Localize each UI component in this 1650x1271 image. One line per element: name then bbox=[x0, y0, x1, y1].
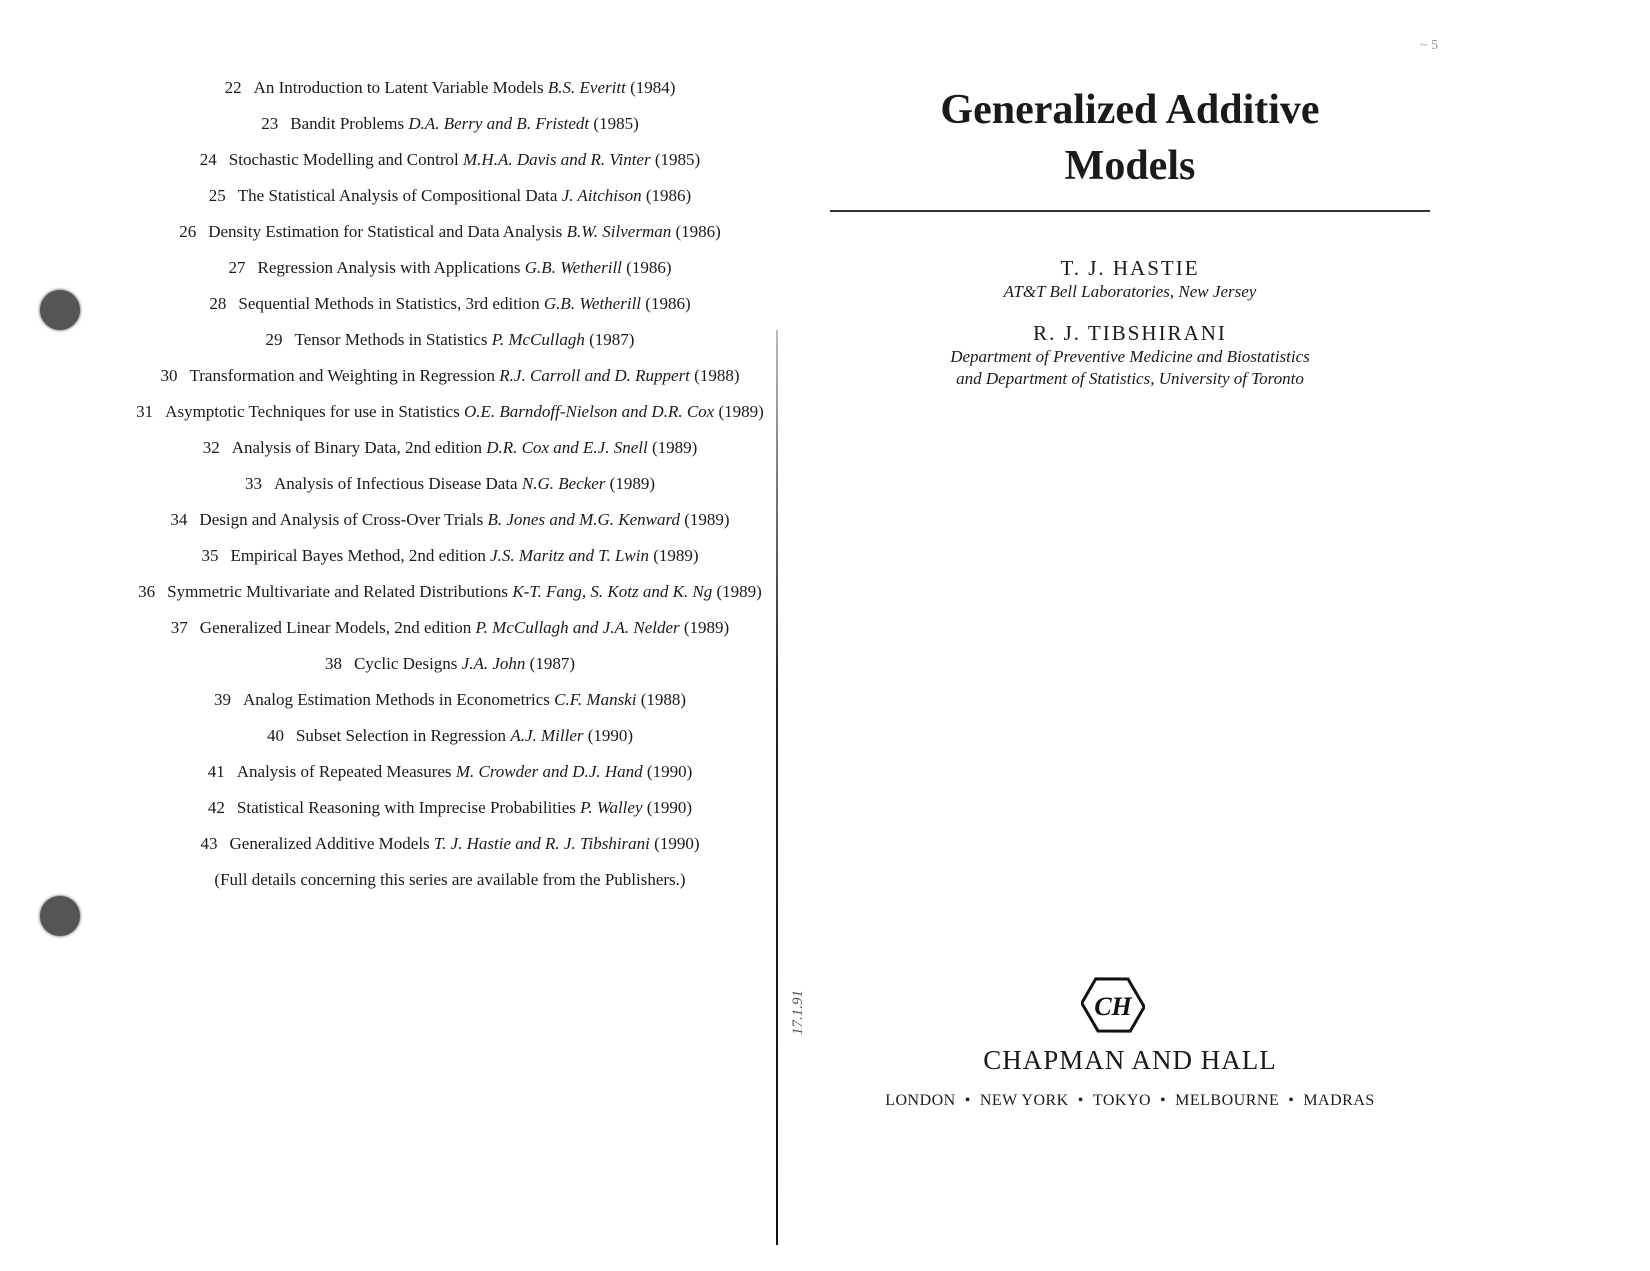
series-number: 26 bbox=[179, 222, 197, 241]
series-year: (1986) bbox=[621, 258, 672, 277]
title-rule bbox=[830, 210, 1430, 212]
series-authors: N.G. Becker bbox=[521, 474, 606, 493]
series-title: Statistical Reasoning with Imprecise Probabilities bbox=[236, 798, 581, 817]
title-page bbox=[830, 80, 1430, 390]
publisher-cities bbox=[830, 1092, 1430, 1110]
series-authors: M.H.A. Davis and R. Vinter bbox=[463, 150, 651, 169]
series-title: Sequential Methods in Statistics, 3rd edition bbox=[238, 294, 544, 313]
series-number: 32 bbox=[202, 438, 220, 457]
series-number: 43 bbox=[200, 834, 218, 853]
handwritten-margin-note: 17.1.91 bbox=[790, 990, 806, 1035]
series-entry bbox=[130, 762, 770, 782]
city-separator: • bbox=[964, 1092, 971, 1109]
series-title: Empirical Bayes Method, 2nd edition bbox=[230, 546, 491, 565]
series-year: (1989) bbox=[605, 474, 655, 493]
series-title: Analog Estimation Methods in Econometrics bbox=[242, 690, 555, 709]
series-authors: R.J. Carroll and D. Ruppert bbox=[499, 366, 690, 385]
series-authors: B. Jones and M.G. Kenward bbox=[487, 510, 680, 529]
series-title: Analysis of Infectious Disease Data bbox=[274, 474, 522, 493]
series-authors: B.W. Silverman bbox=[566, 222, 672, 241]
series-year: (1990) bbox=[583, 726, 634, 745]
series-title: Analysis of Binary Data, 2nd edition bbox=[231, 438, 487, 457]
page-gutter bbox=[776, 330, 778, 1245]
series-title: Transformation and Weighting in Regression bbox=[189, 366, 500, 385]
series-authors: J. Aitchison bbox=[561, 186, 642, 205]
publisher-name: CHAPMAN AND HALL bbox=[983, 1045, 1277, 1075]
series-number: 35 bbox=[201, 546, 219, 565]
series-entry bbox=[130, 258, 770, 278]
series-entry bbox=[130, 294, 770, 314]
series-number: 22 bbox=[224, 78, 242, 97]
series-number: 23 bbox=[261, 114, 279, 133]
series-title: Symmetric Multivariate and Related Distributions bbox=[167, 582, 513, 601]
series-authors: C.F. Manski bbox=[554, 690, 637, 709]
series-number: 36 bbox=[138, 582, 156, 601]
city-name: TOKYO bbox=[1092, 1092, 1152, 1109]
series-entry bbox=[130, 690, 770, 710]
series-number: 27 bbox=[228, 258, 246, 277]
series-title: Density Estimation for Statistical and Data Analysis bbox=[208, 222, 567, 241]
corner-pencil-mark: ~ 5 bbox=[1420, 38, 1439, 53]
series-entry bbox=[130, 654, 770, 674]
series-number: 33 bbox=[245, 474, 262, 493]
city-name: MADRAS bbox=[1303, 1092, 1375, 1109]
series-year: (1989) bbox=[679, 618, 730, 637]
punch-hole-bottom bbox=[40, 896, 80, 936]
series-year: (1989) bbox=[648, 546, 699, 565]
series-entry bbox=[130, 546, 770, 566]
city-separator: • bbox=[1160, 1092, 1167, 1109]
series-year: (1990) bbox=[649, 834, 700, 853]
series-authors: P. McCullagh and J.A. Nelder bbox=[475, 618, 680, 637]
series-year: (1986) bbox=[671, 222, 721, 241]
series-number: 31 bbox=[136, 402, 154, 421]
series-title: Tensor Methods in Statistics bbox=[294, 330, 492, 349]
series-entry bbox=[130, 222, 770, 242]
series-title: Design and Analysis of Cross-Over Trials bbox=[199, 510, 488, 529]
series-year: (1986) bbox=[641, 294, 691, 313]
series-year: (1990) bbox=[642, 762, 693, 781]
book-title-line2: Models bbox=[1064, 143, 1196, 189]
series-number: 40 bbox=[266, 726, 284, 745]
series-year: (1988) bbox=[636, 690, 687, 709]
series-year: (1989) bbox=[679, 510, 730, 529]
series-entry bbox=[130, 726, 770, 746]
series-year: (1985) bbox=[589, 114, 639, 133]
chapman-hall-logo-icon bbox=[1081, 973, 1145, 1037]
series-entry bbox=[130, 330, 770, 350]
series-entry bbox=[130, 618, 770, 638]
series-title: An Introduction to Latent Variable Models bbox=[253, 78, 548, 97]
series-authors: G.B. Wetherill bbox=[524, 258, 622, 277]
city-separator: • bbox=[1077, 1092, 1084, 1109]
series-number: 29 bbox=[265, 330, 283, 349]
series-entry bbox=[130, 582, 770, 602]
series-number: 25 bbox=[208, 186, 226, 205]
svg-text:CH: CH bbox=[1094, 992, 1132, 1021]
series-footnote: (Full details concerning this series are available from the Publishers.) bbox=[214, 870, 686, 889]
series-entry bbox=[130, 114, 770, 134]
series-title: Subset Selection in Regression bbox=[295, 726, 511, 745]
series-entry bbox=[130, 402, 770, 422]
series-authors: A.J. Miller bbox=[510, 726, 584, 745]
series-authors: D.R. Cox and E.J. Snell bbox=[486, 438, 648, 457]
series-list-page bbox=[130, 78, 770, 890]
series-title: Analysis of Repeated Measures bbox=[236, 762, 456, 781]
series-entry bbox=[130, 366, 770, 386]
series-entry bbox=[130, 474, 770, 494]
series-number: 42 bbox=[207, 798, 225, 817]
city-name: LONDON bbox=[885, 1092, 956, 1109]
series-year: (1985) bbox=[650, 150, 701, 169]
series-title: Cyclic Designs bbox=[354, 654, 462, 673]
series-year: (1987) bbox=[584, 330, 635, 349]
series-title: Generalized Additive Models bbox=[229, 834, 434, 853]
series-authors: G.B. Wetherill bbox=[543, 294, 642, 313]
series-year: (1987) bbox=[525, 654, 575, 673]
author-hastie: T. J. HASTIE bbox=[1060, 256, 1200, 280]
series-year: (1984) bbox=[625, 78, 676, 97]
series-list bbox=[130, 78, 770, 854]
series-authors: T. J. Hastie and R. J. Tibshirani bbox=[433, 834, 650, 853]
series-entry bbox=[130, 438, 770, 458]
series-year: (1989) bbox=[714, 402, 764, 421]
city-separator: • bbox=[1288, 1092, 1295, 1109]
series-title: Regression Analysis with Applications bbox=[257, 258, 525, 277]
series-year: (1989) bbox=[712, 582, 762, 601]
series-entry bbox=[130, 78, 770, 98]
series-year: (1988) bbox=[689, 366, 740, 385]
series-number: 34 bbox=[170, 510, 188, 529]
series-year: (1989) bbox=[647, 438, 698, 457]
series-number: 30 bbox=[160, 366, 178, 385]
series-title: The Statistical Analysis of Compositional Data bbox=[237, 186, 562, 205]
series-entry bbox=[130, 798, 770, 818]
series-authors: P. Walley bbox=[580, 798, 643, 817]
affiliation-hastie: AT&T Bell Laboratories, New Jersey bbox=[1003, 282, 1257, 301]
book-title-line1: Generalized Additive bbox=[940, 87, 1320, 133]
series-number: 28 bbox=[209, 294, 227, 313]
city-name: MELBOURNE bbox=[1175, 1092, 1280, 1109]
series-authors: K-T. Fang, S. Kotz and K. Ng bbox=[512, 582, 713, 601]
series-entry bbox=[130, 510, 770, 530]
series-title: Generalized Linear Models, 2nd edition bbox=[199, 618, 476, 637]
series-number: 41 bbox=[207, 762, 225, 781]
series-authors: D.A. Berry and B. Fristedt bbox=[408, 114, 590, 133]
series-authors: J.S. Maritz and T. Lwin bbox=[490, 546, 649, 565]
city-name: NEW YORK bbox=[979, 1092, 1069, 1109]
series-number: 39 bbox=[213, 690, 231, 709]
affiliation-tibshirani-line1: Department of Preventive Medicine and Biostatistics bbox=[950, 347, 1310, 366]
series-authors: B.S. Everitt bbox=[547, 78, 626, 97]
series-entry bbox=[130, 150, 770, 170]
series-title: Stochastic Modelling and Control bbox=[228, 150, 463, 169]
series-year: (1990) bbox=[642, 798, 693, 817]
series-number: 38 bbox=[325, 654, 343, 673]
series-number: 37 bbox=[170, 618, 188, 637]
series-year: (1986) bbox=[641, 186, 692, 205]
series-authors: O.E. Barndoff-Nielson and D.R. Cox bbox=[463, 402, 715, 421]
series-entry bbox=[130, 834, 770, 854]
affiliation-tibshirani-line2: and Department of Statistics, University of Toronto bbox=[956, 369, 1304, 388]
series-title: Asymptotic Techniques for use in Statistics bbox=[165, 402, 464, 421]
punch-hole-top bbox=[40, 290, 80, 330]
series-authors: M. Crowder and D.J. Hand bbox=[455, 762, 643, 781]
series-authors: J.A. John bbox=[461, 654, 526, 673]
author-tibshirani: R. J. TIBSHIRANI bbox=[1033, 321, 1227, 345]
series-title: Bandit Problems bbox=[290, 114, 409, 133]
series-number: 24 bbox=[199, 150, 217, 169]
series-authors: P. McCullagh bbox=[491, 330, 585, 349]
series-entry bbox=[130, 186, 770, 206]
